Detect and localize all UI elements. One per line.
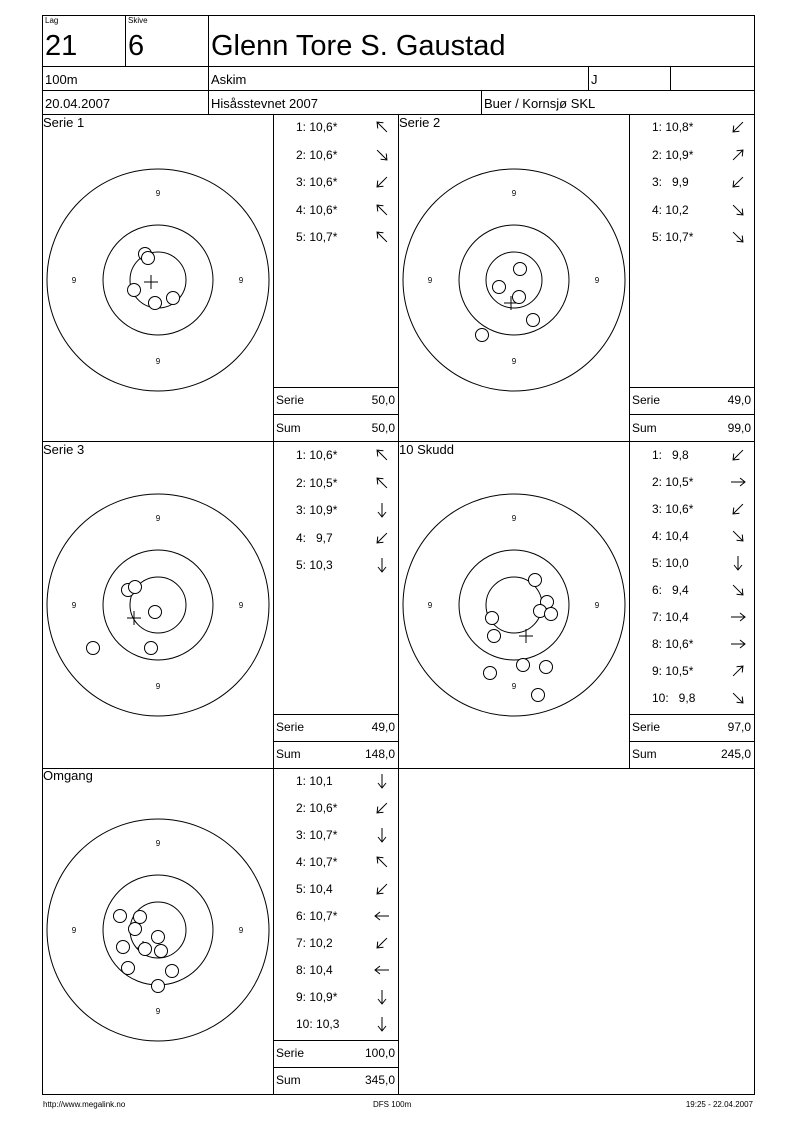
sum-value: 148,0 — [364, 747, 395, 761]
shot-score: 4: 10,4 — [652, 529, 689, 543]
target-diagram — [46, 168, 270, 392]
shot-score: 10: 9,8 — [652, 691, 696, 705]
date: 20.04.2007 — [45, 96, 111, 111]
target-diagram — [402, 168, 626, 392]
shot-score: 2: 10,6* — [296, 801, 338, 815]
direction-arrow-icon — [730, 690, 746, 706]
direction-arrow-icon — [374, 827, 390, 843]
serie-label: Serie — [276, 1046, 305, 1060]
shot-hole — [155, 945, 168, 958]
panel-title: Omgang — [43, 768, 93, 783]
ring-label: 9 — [511, 682, 517, 691]
direction-arrow-icon — [374, 119, 390, 135]
direction-arrow-icon — [374, 202, 390, 218]
shot-hole — [529, 574, 542, 587]
ring-label: 9 — [427, 276, 433, 285]
shot-score: 9: 10,9* — [296, 990, 338, 1004]
ring-label: 9 — [155, 514, 161, 523]
direction-arrow-icon — [730, 202, 746, 218]
direction-arrow-icon — [374, 174, 390, 190]
serie-value: 49,0 — [727, 393, 751, 407]
serie-label: Serie — [276, 720, 305, 734]
shot-hole — [513, 291, 526, 304]
shot-score: 5: 10,7* — [296, 230, 338, 244]
shot-hole — [114, 910, 127, 923]
direction-arrow-icon — [730, 609, 746, 625]
skive-label: Skive — [128, 16, 148, 25]
shot-hole — [145, 642, 158, 655]
shot-score: 5: 10,7* — [652, 230, 694, 244]
shot-score: 3: 10,6* — [652, 502, 694, 516]
direction-arrow-icon — [374, 1016, 390, 1032]
sum-label: Sum — [276, 421, 301, 435]
distance: 100m — [45, 72, 78, 87]
ring-label: 9 — [238, 276, 244, 285]
shot-hole — [152, 931, 165, 944]
direction-arrow-icon — [730, 119, 746, 135]
shot-hole — [540, 661, 553, 674]
sum-value: 50,0 — [371, 421, 395, 435]
direction-arrow-icon — [374, 557, 390, 573]
direction-arrow-icon — [374, 475, 390, 491]
direction-arrow-icon — [374, 854, 390, 870]
ring-label: 9 — [238, 926, 244, 935]
direction-arrow-icon — [730, 663, 746, 679]
shot-score: 6: 9,4 — [652, 583, 689, 597]
direction-arrow-icon — [730, 147, 746, 163]
direction-arrow-icon — [730, 555, 746, 571]
ring-label: 9 — [511, 357, 517, 366]
panel-title: 10 Skudd — [399, 442, 454, 457]
direction-arrow-icon — [374, 908, 390, 924]
direction-arrow-icon — [374, 989, 390, 1005]
shot-hole — [134, 911, 147, 924]
shot-hole — [129, 923, 142, 936]
lag-value: 21 — [45, 30, 78, 62]
footer-program: DFS 100m — [373, 1100, 412, 1109]
class: J — [591, 72, 598, 87]
shot-hole — [128, 284, 141, 297]
direction-arrow-icon — [730, 447, 746, 463]
ring-label: 9 — [71, 601, 77, 610]
shot-hole — [142, 252, 155, 265]
ring-label: 9 — [155, 189, 161, 198]
shot-hole — [149, 297, 162, 310]
direction-arrow-icon — [374, 881, 390, 897]
shot-score: 5: 10,4 — [296, 882, 333, 896]
sum-label: Sum — [276, 747, 301, 761]
ring-label: 9 — [155, 357, 161, 366]
shot-score: 3: 10,9* — [296, 503, 338, 517]
panel-title: Serie 3 — [43, 442, 85, 457]
shot-hole — [166, 965, 179, 978]
ring-label: 9 — [238, 601, 244, 610]
skive-value: 6 — [128, 30, 145, 62]
target-diagram — [402, 493, 626, 717]
shot-hole — [486, 612, 499, 625]
ring-label: 9 — [155, 1007, 161, 1016]
shot-score: 1: 10,6* — [296, 120, 338, 134]
center-cross — [144, 275, 158, 289]
ring-label: 9 — [155, 682, 161, 691]
shot-score: 3: 10,6* — [296, 175, 338, 189]
shot-hole — [129, 581, 142, 594]
serie-value: 50,0 — [371, 393, 395, 407]
serie-value: 49,0 — [371, 720, 395, 734]
shot-score: 5: 10,0 — [652, 556, 689, 570]
ring-label: 9 — [71, 926, 77, 935]
sum-value: 245,0 — [720, 747, 751, 761]
footer-url: http://www.megalink.no — [43, 1100, 126, 1109]
ring-label: 9 — [511, 189, 517, 198]
direction-arrow-icon — [374, 962, 390, 978]
serie-label: Serie — [632, 720, 661, 734]
ring-label: 9 — [511, 514, 517, 523]
shot-score: 2: 10,9* — [652, 147, 694, 162]
shot-hole — [149, 606, 162, 619]
direction-arrow-icon — [374, 147, 390, 163]
shot-score: 8: 10,6* — [652, 637, 694, 651]
shot-hole — [152, 980, 165, 993]
direction-arrow-icon — [374, 530, 390, 546]
shot-score: 6: 10,7* — [296, 909, 338, 923]
shot-score: 10: 10,3 — [296, 1017, 340, 1031]
ring-label: 9 — [71, 276, 77, 285]
shot-score: 4: 10,7* — [296, 855, 338, 869]
direction-arrow-icon — [730, 474, 746, 490]
ring-label: 9 — [427, 601, 433, 610]
direction-arrow-icon — [374, 773, 390, 789]
shot-hole — [122, 962, 135, 975]
shot-hole — [484, 667, 497, 680]
shot-score: 2: 10,6* — [296, 147, 338, 162]
shot-score: 7: 10,4 — [652, 610, 689, 624]
serie-value: 100,0 — [364, 1046, 395, 1060]
target-diagram — [46, 818, 270, 1042]
sum-label: Sum — [632, 421, 657, 435]
sum-value: 345,0 — [364, 1073, 395, 1087]
direction-arrow-icon — [374, 447, 390, 463]
serie-value: 97,0 — [727, 720, 751, 734]
shot-score: 3: 10,7* — [296, 828, 338, 842]
ring-label: 9 — [155, 839, 161, 848]
shot-score: 1: 10,8* — [652, 120, 694, 134]
shot-score: 1: 9,8 — [652, 448, 689, 462]
direction-arrow-icon — [730, 528, 746, 544]
panel-title: Serie 2 — [399, 115, 441, 130]
shot-hole — [517, 659, 530, 672]
shot-score: 9: 10,5* — [652, 664, 694, 678]
ring-label: 9 — [594, 601, 600, 610]
shot-hole — [493, 281, 506, 294]
shot-hole — [139, 943, 152, 956]
direction-arrow-icon — [374, 800, 390, 816]
direction-arrow-icon — [730, 501, 746, 517]
shot-hole — [488, 630, 501, 643]
lag-label: Lag — [45, 16, 59, 25]
ring-label: 9 — [594, 276, 600, 285]
shot-score: 2: 10,5* — [652, 475, 694, 489]
shot-score: 7: 10,2 — [296, 936, 333, 950]
shot-score: 2: 10,5* — [296, 475, 338, 490]
direction-arrow-icon — [730, 582, 746, 598]
shot-hole — [476, 329, 489, 342]
direction-arrow-icon — [730, 636, 746, 652]
shot-hole — [117, 941, 130, 954]
direction-arrow-icon — [374, 229, 390, 245]
club: Askim — [211, 72, 247, 87]
direction-arrow-icon — [730, 229, 746, 245]
shot-score: 4: 10,6* — [296, 202, 338, 217]
direction-arrow-icon — [374, 935, 390, 951]
shot-score: 4: 10,2 — [652, 202, 689, 217]
shot-score: 4: 9,7 — [296, 530, 333, 545]
center-cross — [519, 629, 533, 643]
shot-hole — [532, 689, 545, 702]
sum-label: Sum — [276, 1073, 301, 1087]
shot-hole — [527, 314, 540, 327]
direction-arrow-icon — [374, 502, 390, 518]
shooter-name: Glenn Tore S. Gaustad — [211, 30, 506, 62]
center-cross — [127, 611, 141, 625]
shot-score: 1: 10,1 — [296, 774, 333, 788]
shot-score: 5: 10,3 — [296, 558, 333, 572]
target-diagram — [46, 493, 270, 717]
footer-timestamp: 19:25 - 22.04.2007 — [685, 1100, 753, 1109]
shot-score: 1: 10,6* — [296, 448, 338, 462]
event: Hisåsstevnet 2007 — [211, 96, 318, 111]
shot-score: 8: 10,4 — [296, 963, 333, 977]
shot-hole — [514, 263, 527, 276]
serie-label: Serie — [276, 393, 305, 407]
serie-label: Serie — [632, 393, 661, 407]
shot-score: 3: 9,9 — [652, 175, 689, 189]
direction-arrow-icon — [730, 174, 746, 190]
shot-hole — [545, 608, 558, 621]
shot-hole — [167, 292, 180, 305]
sum-label: Sum — [632, 747, 657, 761]
sum-value: 99,0 — [727, 421, 751, 435]
location: Buer / Kornsjø SKL — [484, 96, 596, 111]
panel-title: Serie 1 — [43, 115, 85, 130]
shot-hole — [87, 642, 100, 655]
